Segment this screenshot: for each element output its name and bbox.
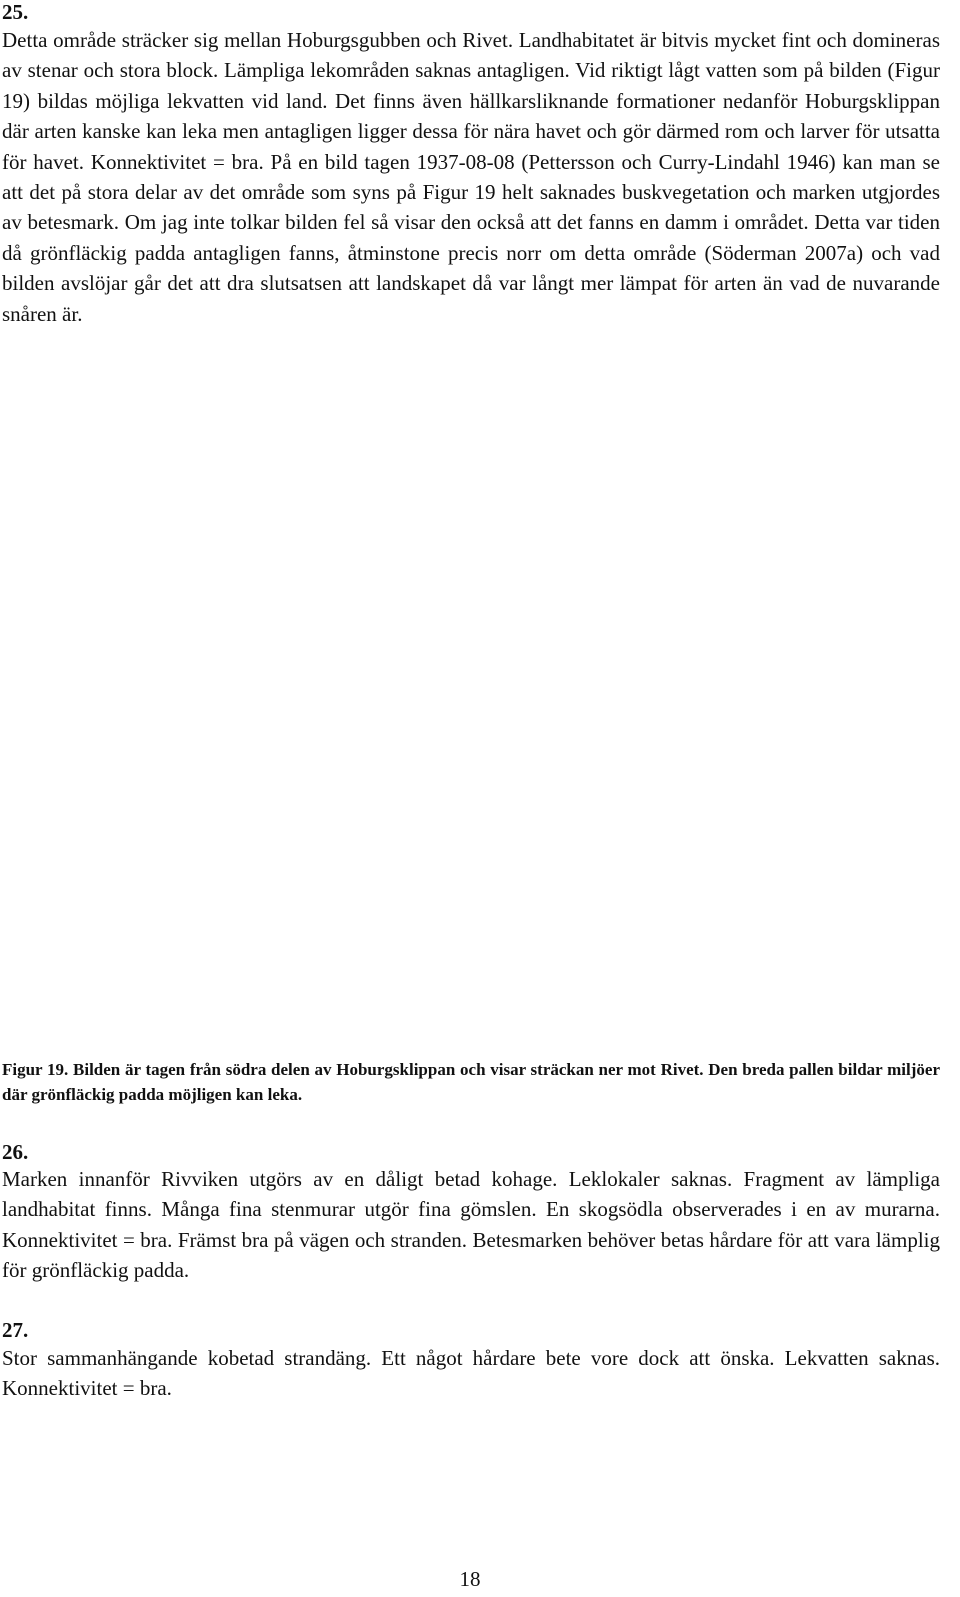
section-number-26: 26. <box>2 1140 29 1164</box>
section-27-text: Stor sammanhängande kobetad strandäng. Ett något hårdare bete vore dock att önska. Lekvatten saknas. Konnektivitet = bra. <box>2 1346 940 1401</box>
figure-19-caption: Figur 19. Bilden är tagen från södra delen av Hoburgsklippan och visar sträckan ner mot Rivet. Den breda pallen bildar miljöer där grönfläckig padda möjligen kan leka. <box>2 1060 940 1104</box>
section-number-27: 27. <box>2 1318 29 1342</box>
section-26-text: Marken innanför Rivviken utgörs av en dåligt betad kohage. Leklokaler saknas. Fragment av lämpliga landhabitat finns. Många fina stenmurar utgör fina gömslen. En skogsödla observerades i en av murarna. Konnektivitet = bra. Främst bra på vägen och stranden. Betesmarken behöver betas hårdare för att vara lämplig för grönfläckig padda. <box>2 1167 940 1283</box>
page-number: 18 <box>459 1567 481 1591</box>
section-number-25: 25. <box>2 0 29 24</box>
figure-19-image <box>2 400 940 1040</box>
section-25-text: Detta område sträcker sig mellan Hoburgsgubben och Rivet. Landhabitatet är bitvis mycket fint och domineras av stenar och stora block. Lämpliga lekområden saknas antagligen. Vid riktigt lågt vatten som på bilden (Figur 19) bildas möjliga lekvatten vid land. Det finns även hällkarsliknande formationer nedanför Hoburgsklippan där arten kanske kan leka men antagligen ligger dessa för nära havet och gör därmed rom och larver för utsatta för havet. Konnektivitet = bra. På en bild tagen 1937-08-08 (Pettersson och Curry-Lindahl 1946) kan man se att det på stora delar av det område som syns på Figur 19 helt saknades buskvegetation och marken utgjordes av betesmark. Om jag inte tolkar bilden fel så visar den också att det fanns en damm i området. Detta var tiden då grönfläckig padda antagligen fanns, åtminstone precis norr om detta område (Söderman 2007a) och vad bilden avslöjar går det att dra slutsatsen att landskapet då var långt mer lämpat för arten än vad de nuvarande snåren är. <box>2 28 940 326</box>
